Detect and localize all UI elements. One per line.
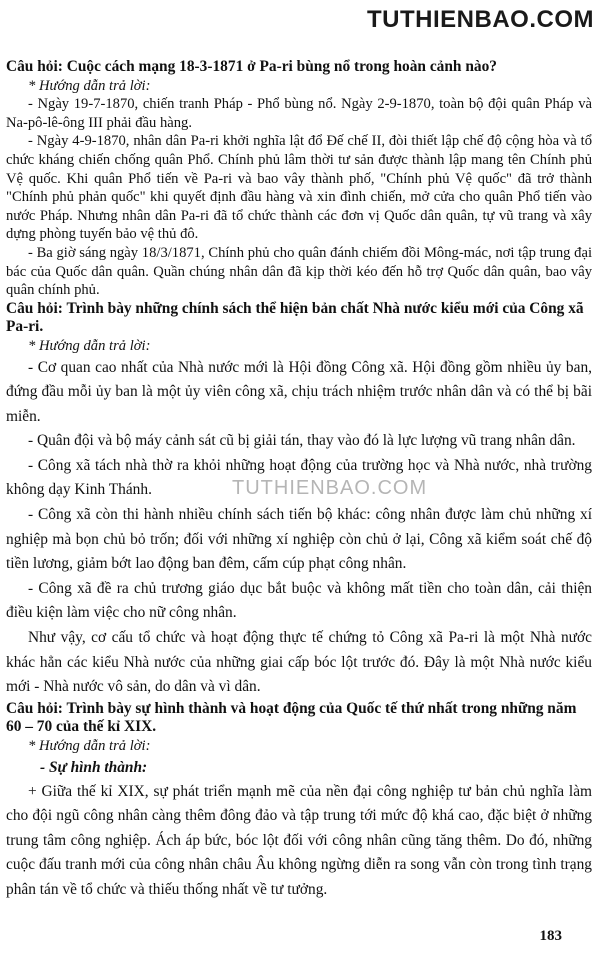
question-heading: Câu hỏi: Trình bày những chính sách thể hiện bản chất Nhà nước kiểu mới của Công xã Pa-ri. <box>6 299 584 336</box>
paragraph: - Công xã còn thi hành nhiều chính sách tiến bộ khác: công nhân được làm chủ những xí nghiệp mà bọn chủ bỏ trốn; đối với những xí nghiệp còn chủ ở lại, Công xã kiểm soát chế độ tiền lương, giảm bớt lao động ban đêm, cấm cúp phạt công nhân. <box>6 506 592 573</box>
paragraph: Như vậy, cơ cấu tổ chức và hoạt động thực tế chứng tỏ Công xã Pa-ri là một Nhà nước khác hẳn các kiểu Nhà nước của những giai cấp bóc lột trước đó. Đây là một Nhà nước kiểu mới - Nhà nước vô sản, do dân và vì dân. <box>6 629 592 696</box>
paragraph: + Giữa thế kỉ XIX, sự phát triển mạnh mẽ của nền đại công nghiệp tư bản chủ nghĩa làm cho đội ngũ công nhân càng thêm đông đảo và tập trung tới mức độ khá cao, đặc biệt ở những trung tâm công nghiệp. Ách áp bức, bóc lột đối với công nhân cũng tăng thêm. Do đó, những cuộc đấu tranh mới của công nhân châu Âu không ngừng diễn ra song vẫn còn trong tình trạng phân tán về tổ chức và thiếu thống nhất về tư tưởng. <box>6 782 592 898</box>
answer-hint: * Hướng dẫn trả lời: <box>28 738 151 754</box>
paragraph: - Ngày 19-7-1870, chiến tranh Pháp - Phổ bùng nổ. Ngày 2-9-1870, toàn bộ đội quân Pháp và Na-pô-lê-ông III phải đầu hàng. <box>6 96 592 131</box>
answer-hint: * Hướng dẫn trả lời: <box>28 337 151 354</box>
body-watermark: TUTHIENBAO.COM <box>232 477 428 499</box>
site-watermark: TUTHIENBAO.COM <box>367 6 594 33</box>
subheading: - Sự hình thành: <box>40 758 148 776</box>
question-heading: Câu hỏi: Cuộc cách mạng 18-3-1871 ở Pa-ri bùng nổ trong hoàn cảnh nào? <box>6 58 497 75</box>
paragraph: - Ba giờ sáng ngày 18/3/1871, Chính phủ cho quân đánh chiếm đồi Mông-mác, nơi tập trung đại bác của Quốc dân quân. Quần chúng nhân dân đã kịp thời kéo đến hỗ trợ Quốc dân quân, bao vây quân chính phủ. <box>6 244 592 299</box>
paragraph: - Công xã đề ra chủ trương giáo dục bắt buộc và không mất tiền cho toàn dân, cải thiện điều kiện làm việc cho nữ công nhân. <box>6 579 592 622</box>
paragraph: - Ngày 4-9-1870, nhân dân Pa-ri khởi nghĩa lật đổ Đế chế II, đòi thiết lập chế độ cộng hòa và tổ chức kháng chiến chống quân Phổ. Chính phủ lâm thời tư sản được thành lập mang tên Chính phủ Vệ quốc. Khi quân Phổ tiến về Pa-ri và bao vây thành phố, "Chính phủ Vệ quốc" đã trở thành "Chính phủ phản quốc" khi quyết định đầu hàng và xin đình chiến, mở cửa cho quân Phổ tiến vào nước Pháp. Nhưng nhân dân Pa-ri đã tổ chức thành các đơn vị Quốc dân quân, tự vũ trang và xây dựng phòng tuyến bảo vệ thủ đô. <box>6 133 592 243</box>
question-heading: Câu hỏi: Trình bày sự hình thành và hoạt động của Quốc tế thứ nhất trong những năm 60 – 70 của thế kỉ XIX. <box>6 699 577 736</box>
paragraph: - Cơ quan cao nhất của Nhà nước mới là Hội đồng Công xã. Hội đồng gồm nhiều ủy ban, đứng đầu mỗi ủy ban là một ủy viên công xã, chịu trách nhiệm trước nhân dân và có thể bị bãi miễn. <box>6 358 592 425</box>
page-number: 183 <box>539 928 562 944</box>
paragraph: - Công xã tách nhà thờ ra khỏi những hoạt động của trường học và Nhà nước, nhà trường không dạy Kinh Thánh. <box>6 456 592 499</box>
answer-hint: * Hướng dẫn trả lời: <box>28 77 151 94</box>
paragraph: - Quân đội và bộ máy cảnh sát cũ bị giải tán, thay vào đó là lực lượng vũ trang nhân dân. <box>28 432 576 450</box>
